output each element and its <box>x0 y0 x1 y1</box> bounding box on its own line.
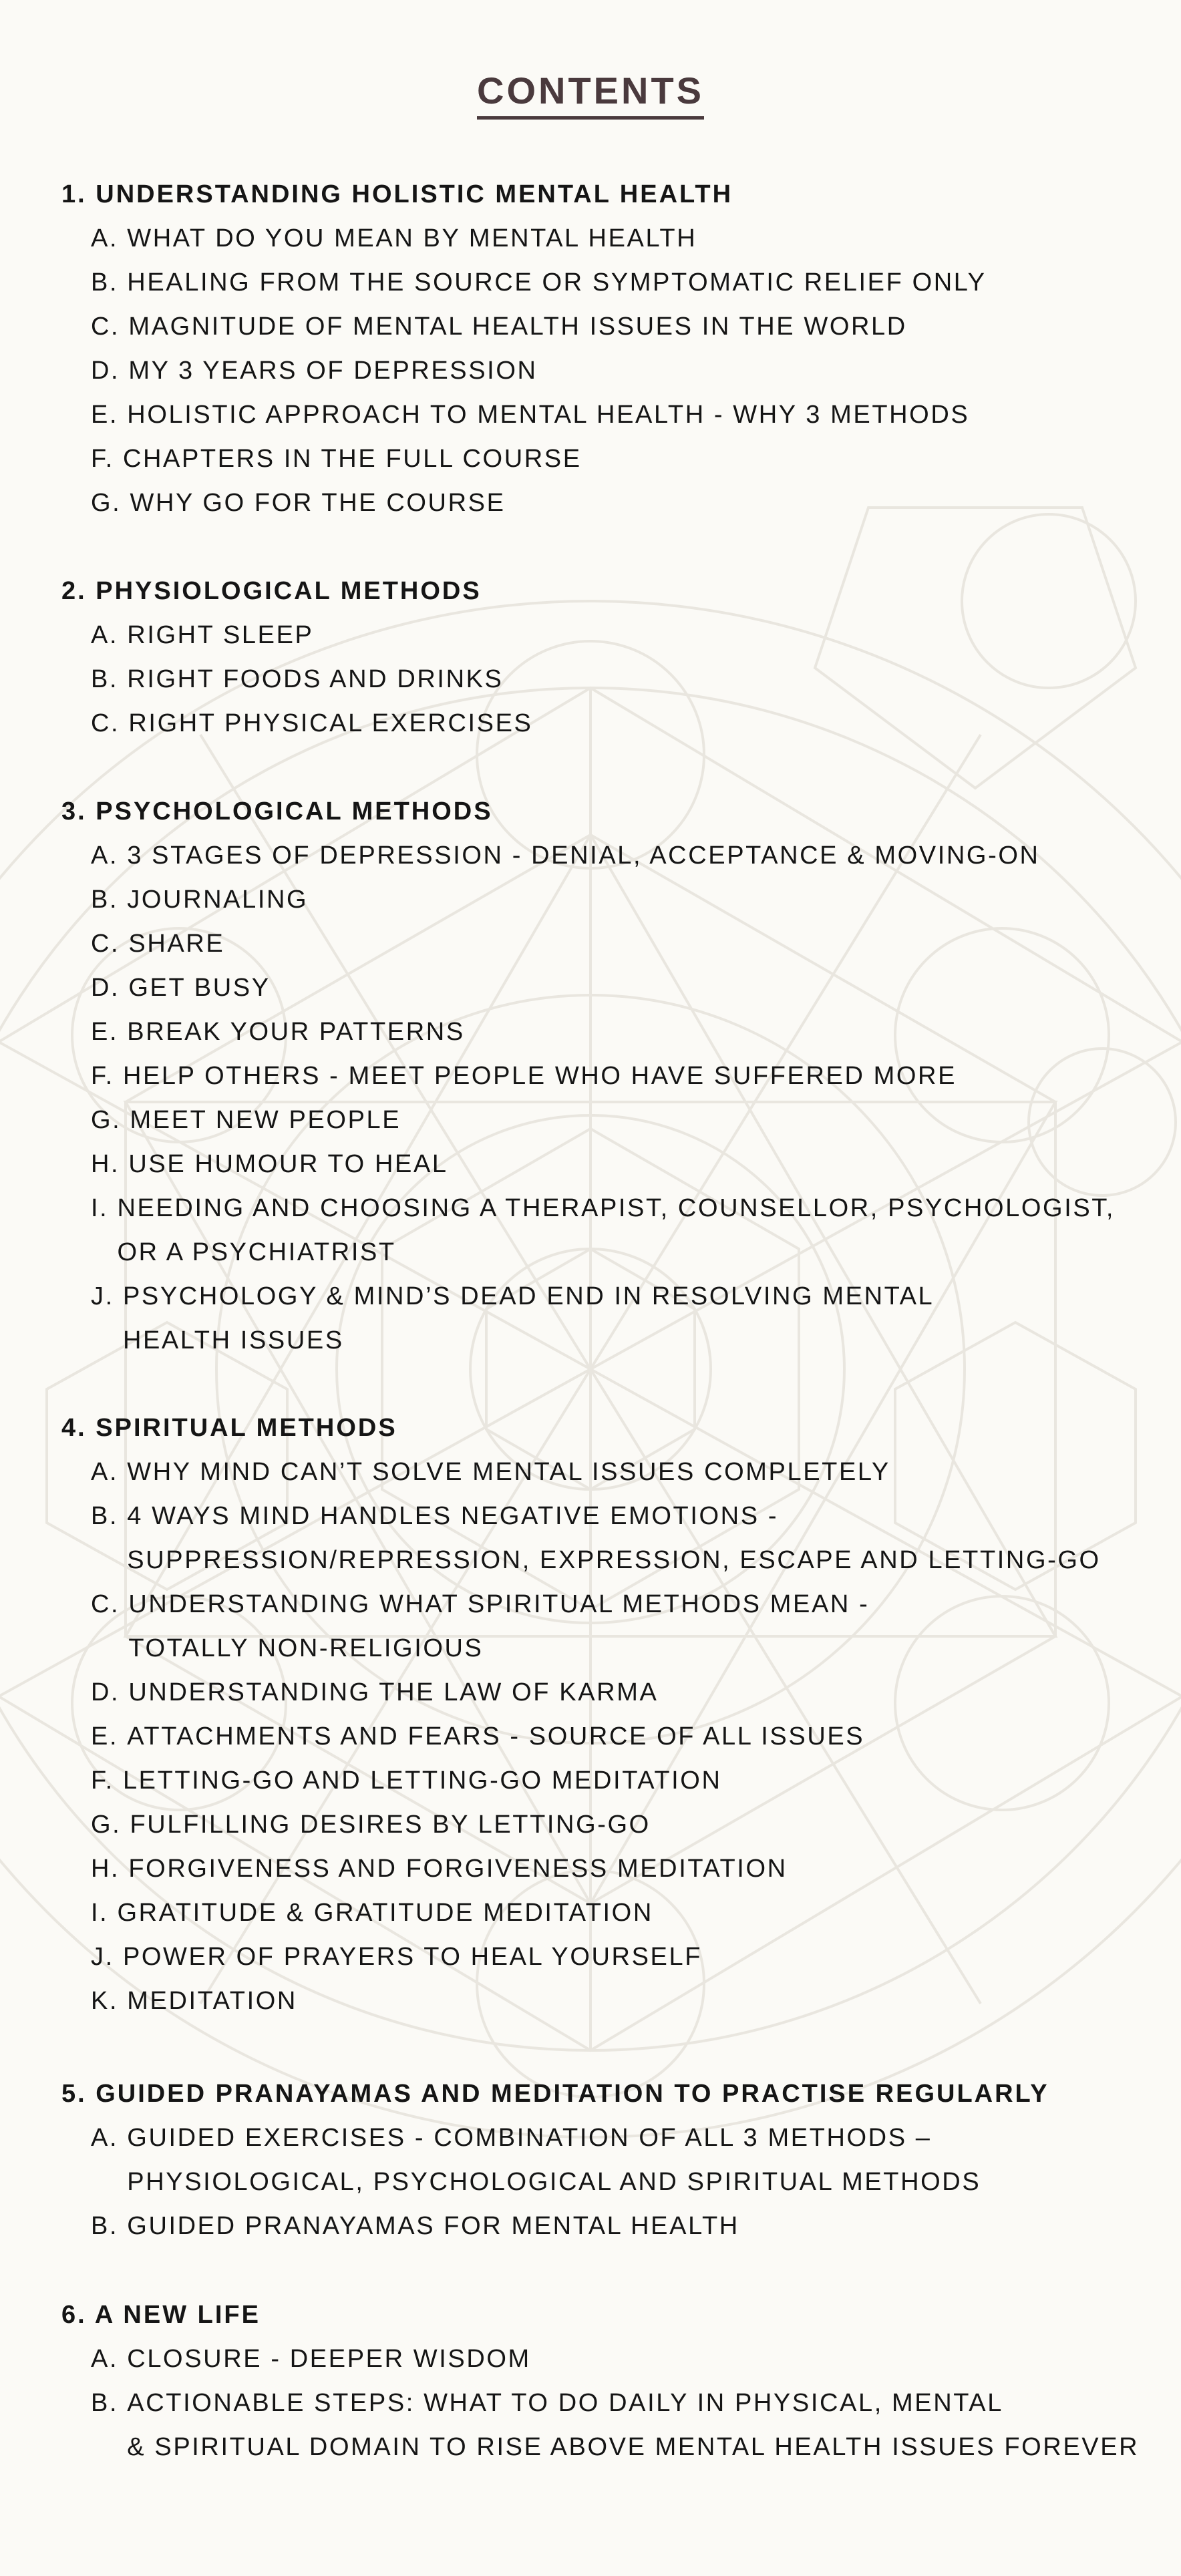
list-item: H. FORGIVENESS AND FORGIVENESS MEDITATION <box>91 1855 788 1883</box>
item-text: ACTIONABLE STEPS: WHAT TO DO DAILY IN PHYSICAL, MENTAL <box>127 2389 1003 2417</box>
list-item: G. FULFILLING DESIRES BY LETTING-GO <box>91 1811 651 1839</box>
list-item: J. POWER OF PRAYERS TO HEAL YOURSELF <box>91 1943 703 1971</box>
list-item: D. GET BUSY <box>91 974 271 1002</box>
section-heading: 3. PSYCHOLOGICAL METHODS <box>61 797 493 825</box>
list-item: B. 4 WAYS MIND HANDLES NEGATIVE EMOTIONS - SUPPRESSION/REPRESSION, EXPRESSION, ESCAPE AND LETTING-GO <box>91 1494 1157 1582</box>
item-text: UNDERSTANDING WHAT SPIRITUAL METHODS MEAN - <box>128 1590 870 1618</box>
page-title: CONTENTS <box>0 72 1181 120</box>
list-item: B. JOURNALING <box>91 886 309 914</box>
list-item: I. GRATITUDE & GRATITUDE MEDITATION <box>91 1899 653 1927</box>
list-item: C. SHARE <box>91 930 225 958</box>
list-item: D. MY 3 YEARS OF DEPRESSION <box>91 357 538 385</box>
list-item: C. MAGNITUDE OF MENTAL HEALTH ISSUES IN THE WORLD <box>91 313 907 341</box>
list-item: B. RIGHT FOODS AND DRINKS <box>91 665 504 693</box>
list-item: A. CLOSURE - DEEPER WISDOM <box>91 2345 531 2373</box>
list-item: A. WHAT DO YOU MEAN BY MENTAL HEALTH <box>91 224 697 252</box>
item-text: GUIDED EXERCISES - COMBINATION OF ALL 3 METHODS – <box>127 2124 932 2152</box>
list-item: E. BREAK YOUR PATTERNS <box>91 1018 465 1046</box>
section-6 <box>61 2293 1157 2469</box>
list-item: I. NEEDING AND CHOOSING A THERAPIST, COUNSELLOR, PSYCHOLOGIST, OR A PSYCHIATRIST <box>91 1186 1157 1274</box>
section-heading: 2. PHYSIOLOGICAL METHODS <box>61 577 482 605</box>
section-heading: 5. GUIDED PRANAYAMAS AND MEDITATION TO PRACTISE REGULARLY <box>61 2080 1049 2108</box>
list-item: F. CHAPTERS IN THE FULL COURSE <box>91 445 582 473</box>
list-item: J. PSYCHOLOGY & MIND’S DEAD END IN RESOLVING MENTAL HEALTH ISSUES <box>91 1274 1157 1362</box>
list-item: A. RIGHT SLEEP <box>91 621 314 649</box>
list-item: G. MEET NEW PEOPLE <box>91 1106 401 1134</box>
list-item: A. WHY MIND CAN’T SOLVE MENTAL ISSUES COMPLETELY <box>91 1458 890 1486</box>
section-5 <box>61 2072 1157 2248</box>
section-1 <box>61 172 1157 525</box>
item-text: NEEDING AND CHOOSING A THERAPIST, COUNSELLOR, PSYCHOLOGIST, <box>117 1194 1116 1222</box>
list-item: G. WHY GO FOR THE COURSE <box>91 489 506 517</box>
list-item: F. LETTING-GO AND LETTING-GO MEDITATION <box>91 1767 722 1795</box>
list-item: F. HELP OTHERS - MEET PEOPLE WHO HAVE SUFFERED MORE <box>91 1062 957 1090</box>
list-item: E. HOLISTIC APPROACH TO MENTAL HEALTH - WHY 3 METHODS <box>91 401 970 429</box>
list-item: B. HEALING FROM THE SOURCE OR SYMPTOMATIC RELIEF ONLY <box>91 268 987 297</box>
section-4 <box>61 1406 1157 2023</box>
section-heading: 4. SPIRITUAL METHODS <box>61 1414 397 1442</box>
item-text-continued: PHYSIOLOGICAL, PSYCHOLOGICAL AND SPIRITUAL METHODS <box>127 2168 981 2196</box>
list-item: B. GUIDED PRANAYAMAS FOR MENTAL HEALTH <box>91 2212 739 2240</box>
list-item: K. MEDITATION <box>91 1987 297 2015</box>
section-heading: 1. UNDERSTANDING HOLISTIC MENTAL HEALTH <box>61 180 733 208</box>
section-heading: 6. A NEW LIFE <box>61 2301 261 2329</box>
section-2 <box>61 569 1157 745</box>
item-text-continued: OR A PSYCHIATRIST <box>117 1238 396 1266</box>
list-item: C. UNDERSTANDING WHAT SPIRITUAL METHODS MEAN - TOTALLY NON-RELIGIOUS <box>91 1582 1157 1670</box>
list-item: C. RIGHT PHYSICAL EXERCISES <box>91 709 533 737</box>
item-text: PSYCHOLOGY & MIND’S DEAD END IN RESOLVING MENTAL <box>122 1282 935 1310</box>
list-item: B. ACTIONABLE STEPS: WHAT TO DO DAILY IN PHYSICAL, MENTAL & SPIRITUAL DOMAIN TO RISE ABOVE MENTAL HEALTH ISSUES FOREVER <box>91 2381 1157 2469</box>
item-text-continued: HEALTH ISSUES <box>122 1326 344 1354</box>
list-item: A. 3 STAGES OF DEPRESSION - DENIAL, ACCEPTANCE & MOVING-ON <box>91 842 1040 870</box>
item-text-continued: SUPPRESSION/REPRESSION, EXPRESSION, ESCAPE AND LETTING-GO <box>127 1546 1101 1574</box>
item-text-continued: TOTALLY NON-RELIGIOUS <box>128 1634 484 1662</box>
item-text-continued: & SPIRITUAL DOMAIN TO RISE ABOVE MENTAL HEALTH ISSUES FOREVER <box>127 2433 1140 2461</box>
list-item: D. UNDERSTANDING THE LAW OF KARMA <box>91 1678 659 1706</box>
list-item: A. GUIDED EXERCISES - COMBINATION OF ALL 3 METHODS – PHYSIOLOGICAL, PSYCHOLOGICAL AND SPIRITUAL METHODS <box>91 2116 1157 2204</box>
item-text: 4 WAYS MIND HANDLES NEGATIVE EMOTIONS - <box>127 1502 779 1530</box>
list-item: E. ATTACHMENTS AND FEARS - SOURCE OF ALL ISSUES <box>91 1722 865 1751</box>
section-3 <box>61 789 1157 1362</box>
list-item: H. USE HUMOUR TO HEAL <box>91 1150 448 1178</box>
